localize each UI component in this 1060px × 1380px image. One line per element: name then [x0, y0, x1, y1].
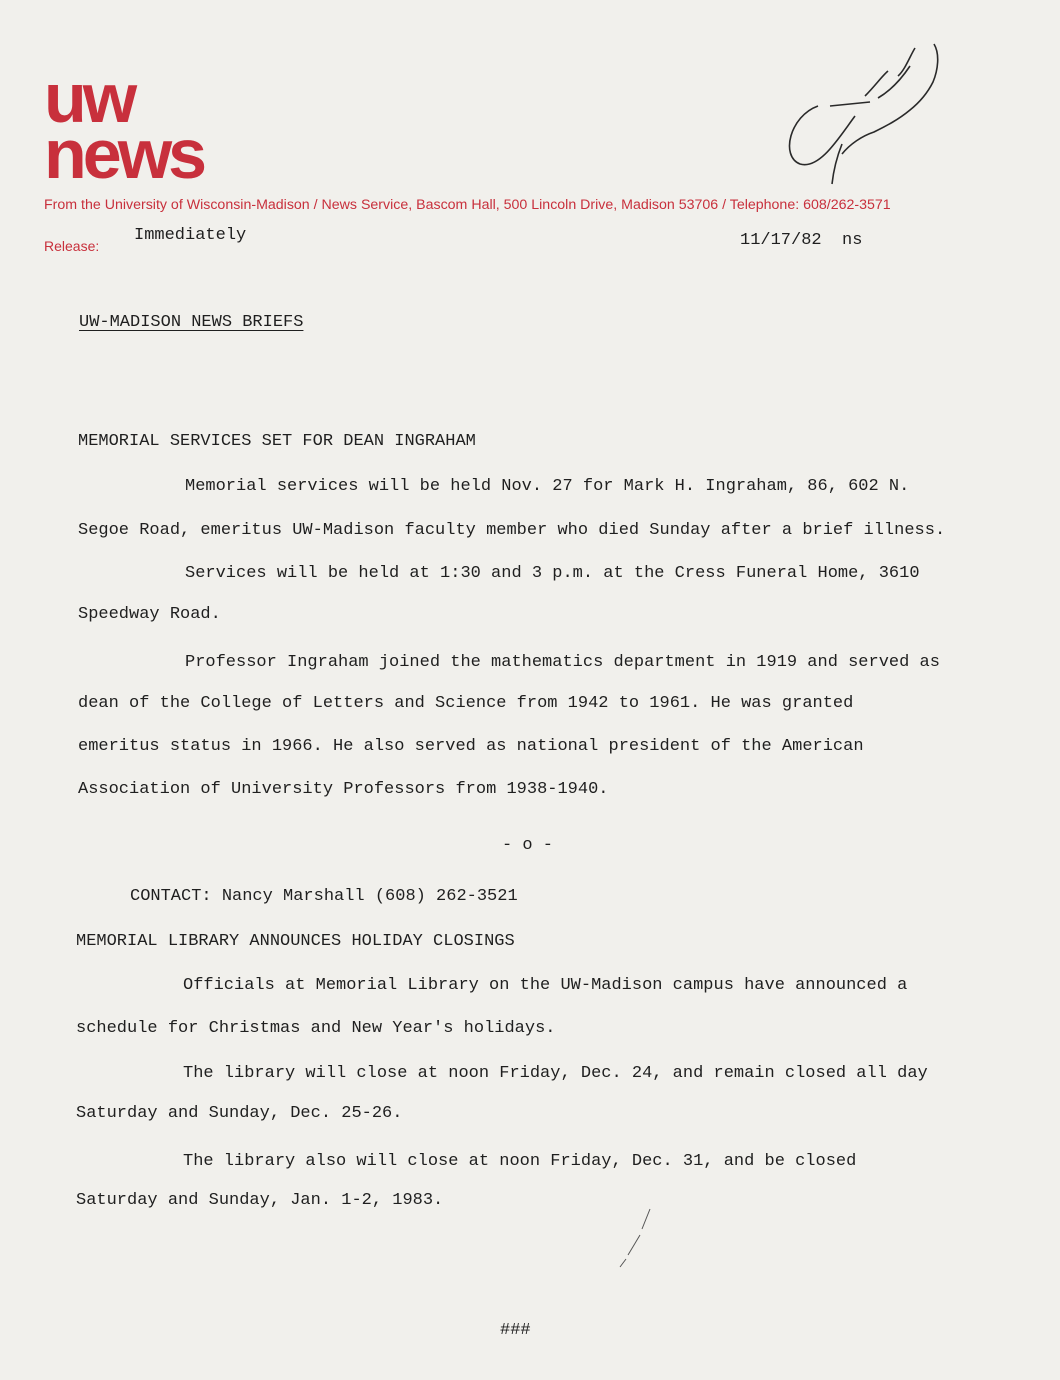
end-mark: ### — [500, 1321, 531, 1340]
story1-headline: MEMORIAL SERVICES SET FOR DEAN INGRAHAM — [78, 432, 476, 451]
logo-line-uw: uw — [44, 59, 134, 137]
story2-line: Saturday and Sunday, Dec. 25-26. — [76, 1104, 403, 1123]
release-label: Release: — [44, 238, 100, 254]
handwritten-note-text: Libraries Memorial — [810, 121, 940, 135]
contact-line: CONTACT: Nancy Marshall (608) 262-3521 — [130, 887, 518, 906]
uw-news-logo — [44, 59, 204, 193]
story2-line: Officials at Memorial Library on the UW-Madison campus have announced a — [183, 976, 908, 995]
story2-line: The library will close at noon Friday, Dec. 24, and remain closed all day — [183, 1064, 928, 1083]
handwritten-note — [770, 36, 970, 196]
story1-line: Speedway Road. — [78, 605, 221, 624]
story1-line: emeritus status in 1966. He also served as national president of the American — [78, 737, 864, 756]
section-divider: - o - — [502, 836, 554, 855]
release-date-code: 11/17/82 ns — [740, 231, 863, 250]
story2-headline: MEMORIAL LIBRARY ANNOUNCES HOLIDAY CLOSINGS — [76, 932, 515, 951]
logo-line-news: news — [44, 115, 204, 193]
story2-line: The library also will close at noon Friday, Dec. 31, and be closed — [183, 1152, 857, 1171]
story1-line: Memorial services will be held Nov. 27 for Mark H. Ingraham, 86, 602 N. — [185, 477, 910, 496]
story2-line: Saturday and Sunday, Jan. 1-2, 1983. — [76, 1191, 444, 1210]
story1-line: Segoe Road, emeritus UW-Madison faculty member who died Sunday after a brief illness. — [78, 521, 946, 540]
story1-line: Professor Ingraham joined the mathematics department in 1919 and served as — [185, 653, 940, 672]
letterhead-from-line: From the University of Wisconsin-Madison / News Service, Bascom Hall, 500 Lincoln Drive, Madison 53706 / Telephone: 608/262-3571 — [44, 197, 891, 213]
story1-line: Association of University Professors from 1938-1940. — [78, 780, 609, 799]
briefs-title: UW-MADISON NEWS BRIEFS — [79, 313, 304, 332]
story2-line: schedule for Christmas and New Year's holidays. — [76, 1019, 556, 1038]
story1-line: dean of the College of Letters and Science from 1942 to 1961. He was granted — [78, 694, 854, 713]
story1-line: Services will be held at 1:30 and 3 p.m. at the Cress Funeral Home, 3610 — [185, 564, 920, 583]
pen-stroke-mark — [612, 1205, 662, 1275]
release-value: Immediately — [134, 226, 247, 245]
